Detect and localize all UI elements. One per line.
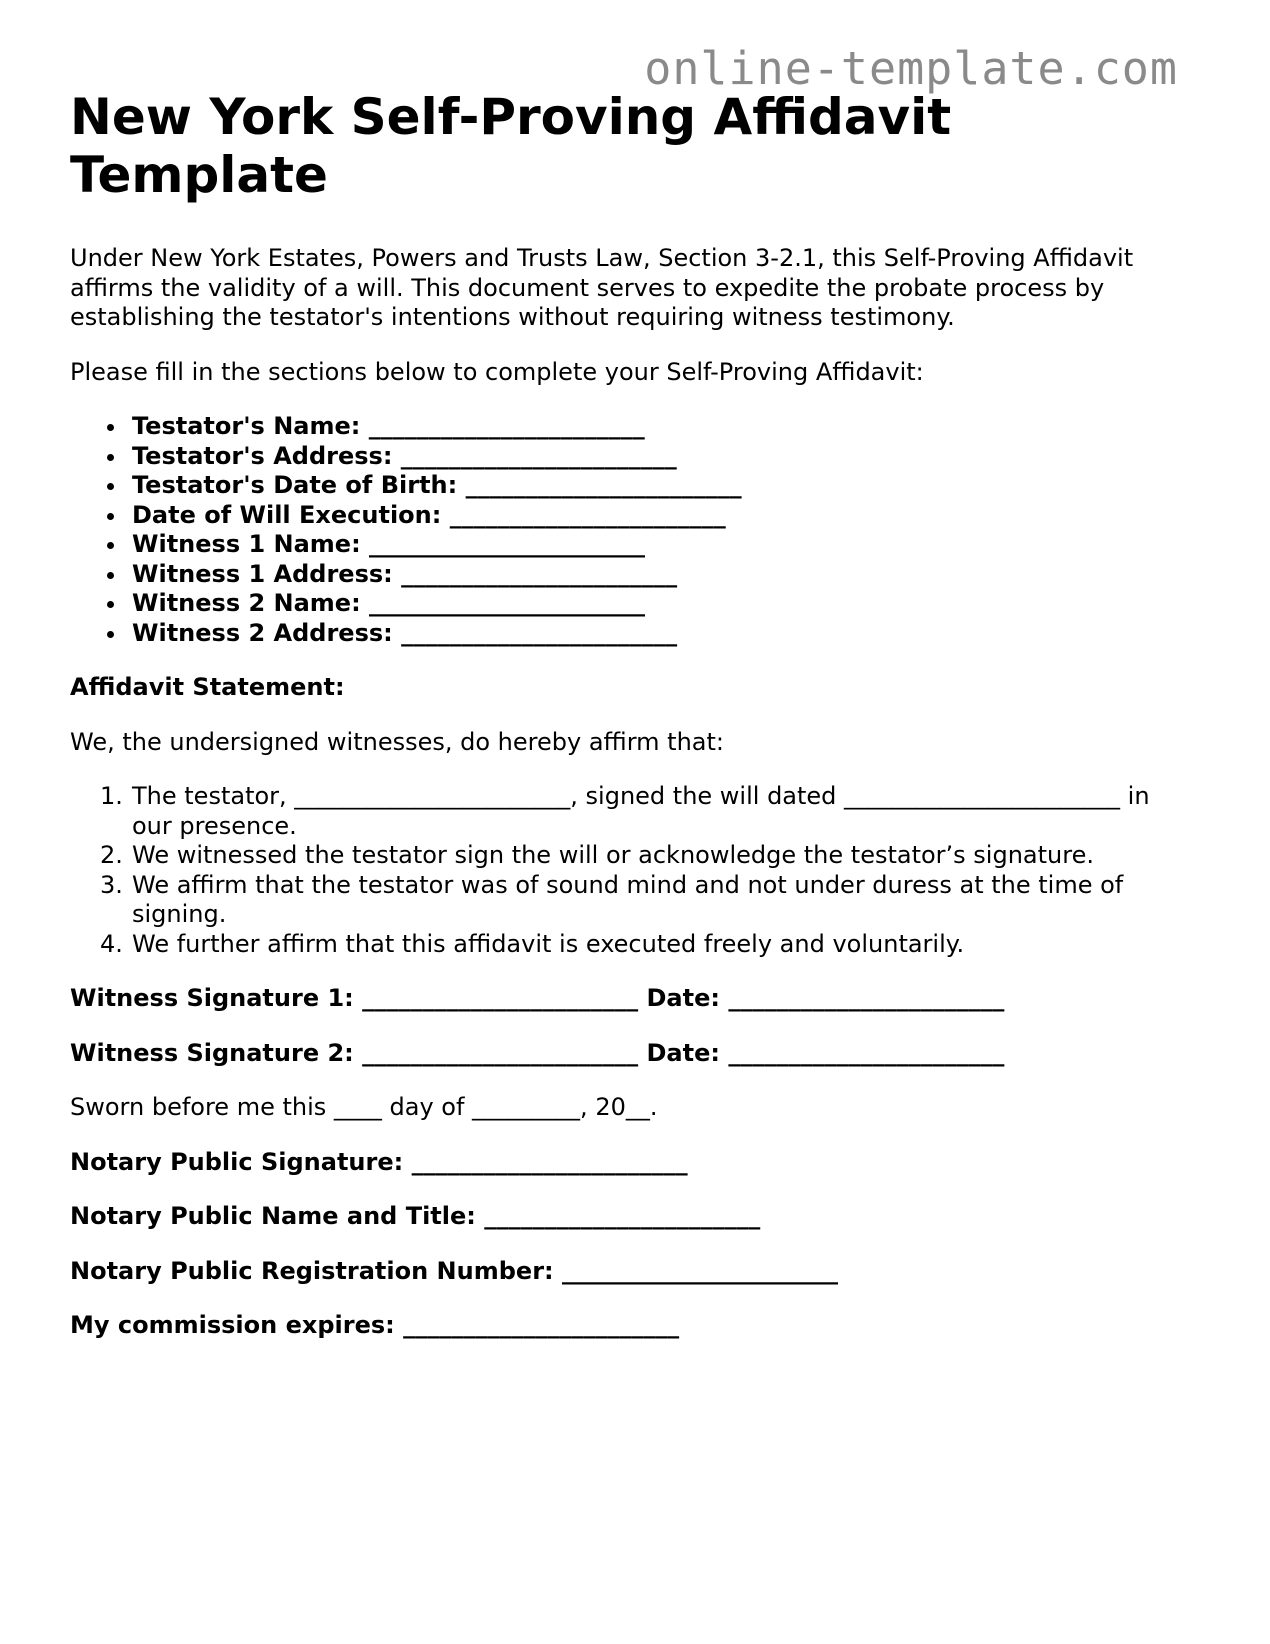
- statement-item: [100, 841, 1190, 871]
- sworn-statement: Sworn before me this ____ day of _________, 20__.: [70, 1093, 658, 1121]
- notary-blank[interactable]: _______________________: [403, 1311, 680, 1339]
- field-blank[interactable]: _______________________: [449, 500, 726, 529]
- field-witness-2-address: [132, 619, 1190, 649]
- statement-item: [100, 782, 1190, 841]
- field-witness-1-address: [132, 560, 1190, 590]
- statement-text: The testator, _______________________, signed the will dated _______________________ in our presence.: [132, 782, 1150, 840]
- date-blank[interactable]: _______________________: [728, 1038, 1005, 1067]
- notary-blank[interactable]: _______________________: [411, 1147, 688, 1176]
- field-label: Witness 2 Address:: [132, 618, 393, 647]
- affirm-intro: We, the undersigned witnesses, do hereby affirm that:: [70, 727, 724, 756]
- notary-blank[interactable]: _______________________: [561, 1256, 838, 1285]
- field-will-execution-date: [132, 501, 1190, 531]
- field-label: Witness 1 Name:: [132, 530, 361, 558]
- notary-signature-row: [70, 1148, 1190, 1178]
- page-title: New York Self-Proving Affidavit Template: [70, 88, 952, 204]
- signature-blank[interactable]: _______________________: [362, 1038, 639, 1067]
- notary-label: Notary Public Registration Number:: [70, 1256, 554, 1285]
- field-label: Testator's Address:: [132, 441, 393, 470]
- field-label: Witness 1 Address:: [132, 559, 393, 588]
- statement-number: 3.: [100, 870, 123, 899]
- notary-blank[interactable]: _______________________: [484, 1202, 761, 1230]
- statement-number: 1.: [100, 782, 123, 810]
- field-blank[interactable]: _______________________: [465, 471, 742, 499]
- field-witness-2-name: [132, 589, 1190, 619]
- notary-name-title-row: [70, 1202, 1190, 1232]
- statement-text: We further affirm that this affidavit is executed freely and voluntarily.: [132, 929, 965, 958]
- notary-registration-row: [70, 1257, 1190, 1287]
- notary-label: My commission expires:: [70, 1311, 395, 1339]
- witness-signature-1-row: [70, 984, 1190, 1014]
- document-page: [70, 88, 1190, 1366]
- field-blank[interactable]: _______________________: [369, 589, 646, 617]
- date-blank[interactable]: _______________________: [728, 984, 1005, 1012]
- instruction-paragraph: Please fill in the sections below to complete your Self-Proving Affidavit:: [70, 357, 924, 386]
- field-blank[interactable]: _______________________: [400, 441, 677, 470]
- witness-signature-2-row: [70, 1039, 1190, 1069]
- signature-label: Witness Signature 2:: [70, 1038, 354, 1067]
- statement-list: [70, 782, 1190, 959]
- date-label: Date:: [646, 984, 720, 1012]
- watermark: online-template.com: [644, 42, 1178, 95]
- field-blank[interactable]: _______________________: [369, 530, 646, 558]
- statement-number: 4.: [100, 929, 123, 958]
- statement-item: [100, 870, 1190, 930]
- date-label: Date:: [646, 1038, 720, 1067]
- intro-paragraph: Under New York Estates, Powers and Trusts Law, Section 3-2.1, this Self-Proving Affidavit affirms the validity of a will. This document serves to expedite the probate process by establishing the testator's intentions without requiring witness testimony.: [70, 244, 1134, 331]
- affidavit-heading: Affidavit Statement:: [70, 673, 345, 701]
- field-label: Date of Will Execution:: [132, 500, 442, 529]
- statement-number: 2.: [100, 841, 123, 869]
- field-testator-address: [132, 442, 1190, 472]
- statement-text: We witnessed the testator sign the will or acknowledge the testator’s signature.: [132, 841, 1094, 869]
- field-label: Testator's Name:: [132, 412, 361, 440]
- field-label: Witness 2 Name:: [132, 589, 361, 617]
- signature-label: Witness Signature 1:: [70, 984, 354, 1012]
- field-list: [70, 412, 1190, 648]
- field-blank[interactable]: _______________________: [401, 618, 678, 647]
- notary-label: Notary Public Name and Title:: [70, 1202, 476, 1230]
- field-label: Testator's Date of Birth:: [132, 471, 458, 499]
- notary-label: Notary Public Signature:: [70, 1147, 404, 1176]
- signature-blank[interactable]: _______________________: [362, 984, 639, 1012]
- statement-item: [100, 929, 1190, 960]
- field-testator-dob: [132, 471, 1190, 501]
- field-blank[interactable]: _______________________: [368, 412, 645, 440]
- field-witness-1-name: [132, 530, 1190, 560]
- statement-text: We affirm that the testator was of sound mind and not under duress at the time of signing.: [132, 870, 1124, 928]
- commission-expires-row: [70, 1311, 1190, 1341]
- field-testator-name: [132, 412, 1190, 442]
- field-blank[interactable]: _______________________: [401, 559, 678, 588]
